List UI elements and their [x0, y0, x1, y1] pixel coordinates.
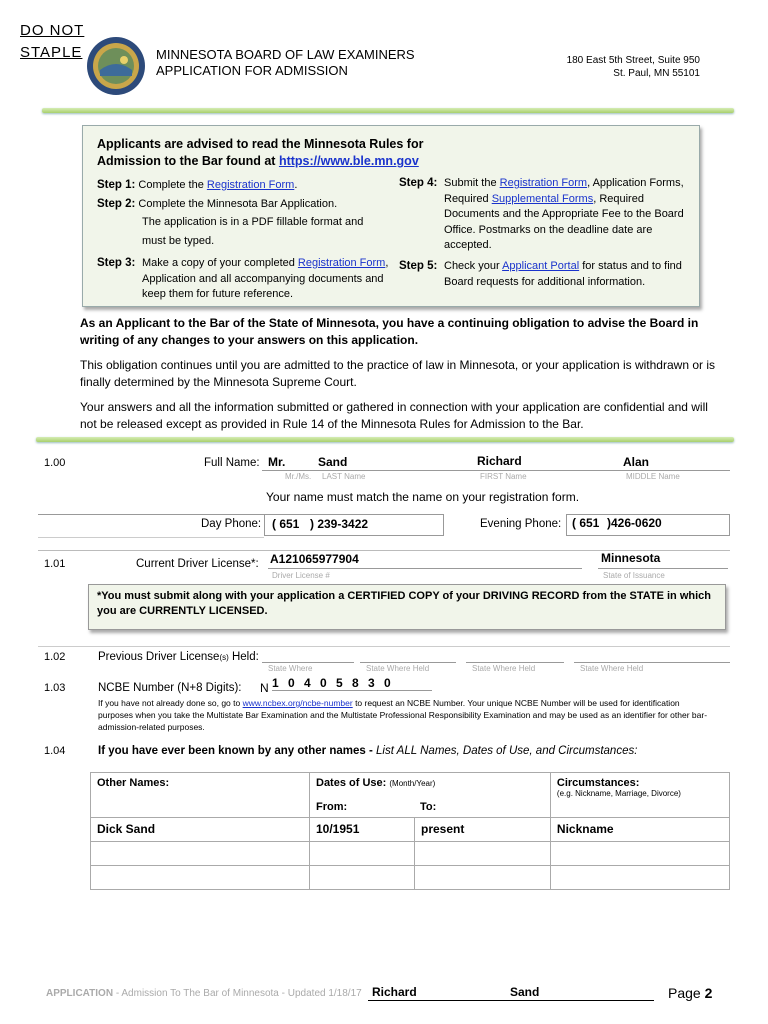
question-number: 1.02 [44, 651, 66, 663]
day-phone-label: Day Phone: [201, 518, 262, 530]
state-where-caption: State Where [268, 664, 313, 673]
license-state-field[interactable]: Minnesota [601, 551, 661, 565]
license-state-caption: State of Issuance [603, 571, 665, 580]
step-5: Step 5: Check your Applicant Portal for status and to find Board requests for additional information. [399, 260, 682, 288]
registration-form-link[interactable]: Registration Form [206, 179, 295, 191]
question-number: 1.01 [44, 558, 66, 570]
circumstance-cell[interactable]: Nickname [550, 818, 729, 842]
evening-phone-area: ( 651 [572, 516, 600, 530]
dates-of-use-header: Dates of Use: (Month/Year) From: To: [310, 773, 551, 818]
other-names-header: Other Names: [91, 773, 310, 818]
other-name-cell[interactable]: Dick Sand [91, 818, 310, 842]
circumstance-cell[interactable] [550, 842, 729, 866]
state-where-held-caption: State Where Held [366, 664, 430, 673]
last-name-field[interactable]: Sand [318, 455, 348, 469]
previous-license-label: Previous Driver License(s) Held: [98, 651, 259, 663]
day-phone-number: ) 239-3422 [310, 517, 369, 531]
prev-license-state-2[interactable] [360, 648, 456, 663]
to-date-cell[interactable] [415, 842, 551, 866]
evening-phone-number: )426-0620 [607, 516, 662, 530]
footer-first-name: Richard [372, 985, 417, 999]
driver-license-field[interactable]: A121065977904 [270, 552, 359, 566]
other-name-cell[interactable] [91, 866, 310, 890]
header-divider [42, 108, 734, 113]
state-seal-icon [86, 36, 146, 96]
registration-form-link-2[interactable]: Registration Form [297, 257, 386, 269]
instructions-intro: Applicants are advised to read the Minnesota Rules for Admission to the Bar found at https://www.ble.mn.gov [97, 137, 424, 168]
circumstances-header: Circumstances: (e.g. Nickname, Marriage, Divorce) [550, 773, 729, 818]
registration-form-link-3[interactable]: Registration Form [499, 177, 588, 189]
from-date-cell[interactable] [310, 866, 415, 890]
name-note: Your name must match the name on your registration form. [266, 490, 580, 504]
page-number: Page 2 [668, 985, 713, 1001]
ncbe-prefix: N [260, 681, 269, 695]
other-names-question: If you have ever been known by any other names - List ALL Names, Dates of Use, and Circumstances: [98, 745, 638, 757]
board-address: 180 East 5th Street, Suite 950 St. Paul, MN 55101 [566, 55, 700, 79]
evening-phone-label: Evening Phone: [480, 518, 562, 530]
day-phone-area: ( 651 [272, 517, 300, 531]
ble-website-link[interactable]: https://www.ble.mn.gov [278, 154, 419, 168]
table-row [91, 842, 730, 866]
prev-license-state-3[interactable] [466, 648, 564, 663]
ncbe-number-field[interactable]: 1 0 4 0 5 8 3 0 [272, 676, 432, 691]
driving-record-notice: *You must submit along with your application a CERTIFIED COPY of your DRIVING RECORD from the STATE in which you are CURRENTLY LICENSED. [88, 584, 726, 630]
driver-license-label: Current Driver License*: [136, 558, 259, 570]
ncbe-note: If you have not already done so, go to www.ncbex.org/ncbe-number to request an NCBE Number. Your unique NCBE Number will be used for identification purposes when you take the Multistate Bar Examination and the Multistate Professional Responsibility Examination and may be used as an identifier for other bar-admission-related purposes. [98, 698, 708, 732]
applicant-portal-link[interactable]: Applicant Portal [502, 260, 580, 272]
ncbe-number-link[interactable]: www.ncbex.org/ncbe-number [242, 698, 353, 708]
board-title: MINNESOTA BOARD OF LAW EXAMINERS APPLICATION FOR ADMISSION [156, 47, 415, 78]
obligation-continues-paragraph: This obligation continues until you are admitted to the practice of law in Minnesota, or your application is withdrawn or is finally determined by the Minnesota Supreme Court. [80, 358, 715, 389]
step-4: Step 4: Submit the Registration Form, Application Forms, Required Supplemental Forms, Required Documents and the Appropriate Fee to the Board Office. Postmarks on the deadline date are accepted. [399, 177, 684, 251]
step-1: Step 1: Complete the Registration Form. [97, 179, 298, 191]
name-title-field[interactable]: Mr. [268, 455, 286, 469]
instructions-box [82, 125, 700, 307]
state-where-held-caption: State Where Held [580, 664, 644, 673]
last-name-caption: LAST Name [322, 472, 366, 481]
confidentiality-paragraph: Your answers and all the information submitted or gathered in connection with your application are confidential and will not be released except as provided in Rule 14 of the Minnesota Rules for Admission to the Bar. [80, 400, 708, 431]
first-name-caption: FIRST Name [480, 472, 527, 481]
table-row [91, 818, 730, 842]
supplemental-forms-link[interactable]: Supplemental Forms [491, 192, 594, 205]
other-name-cell[interactable] [91, 842, 310, 866]
step-3: Step 3: Make a copy of your completed Registration Form, Application and all accompanying documents and keep them for future reference. [97, 257, 389, 300]
first-name-field[interactable]: Richard [477, 454, 522, 468]
question-number: 1.03 [44, 682, 66, 694]
license-number-caption: Driver License # [272, 571, 330, 580]
other-names-table [90, 772, 730, 890]
table-row [91, 866, 730, 890]
prev-license-row-rule [38, 646, 730, 647]
to-date-cell[interactable] [415, 866, 551, 890]
prev-license-state-4[interactable] [574, 648, 730, 663]
footer-last-name: Sand [510, 985, 540, 999]
circumstance-cell[interactable] [550, 866, 729, 890]
do-not-staple-notice: DO NOT STAPLE [20, 22, 85, 61]
to-date-cell[interactable]: present [415, 818, 551, 842]
question-number: 1.04 [44, 745, 66, 757]
question-number: 1.00 [44, 457, 66, 469]
state-where-held-caption: State Where Held [472, 664, 536, 673]
from-date-cell[interactable]: 10/1951 [310, 818, 415, 842]
ncbe-number-label: NCBE Number (N+8 Digits): [98, 682, 242, 694]
from-date-cell[interactable] [310, 842, 415, 866]
section-divider [36, 437, 734, 442]
title-caption: Mr./Ms. [285, 472, 312, 481]
step-2: Step 2: Complete the Minnesota Bar Application. The application is in a PDF fillable format and must be typed. [97, 198, 364, 247]
middle-name-caption: MIDDLE Name [626, 472, 680, 481]
obligation-paragraph: As an Applicant to the Bar of the State of Minnesota, you have a continuing obligation to advise the Board in writing of any changes to your answers on this application. [80, 316, 699, 347]
middle-name-field[interactable]: Alan [623, 455, 650, 469]
footer-caption: APPLICATION - Admission To The Bar of Minnesota - Updated 1/18/17 [46, 988, 362, 999]
prev-license-state-1[interactable] [262, 648, 354, 663]
full-name-label: Full Name: [204, 457, 260, 469]
